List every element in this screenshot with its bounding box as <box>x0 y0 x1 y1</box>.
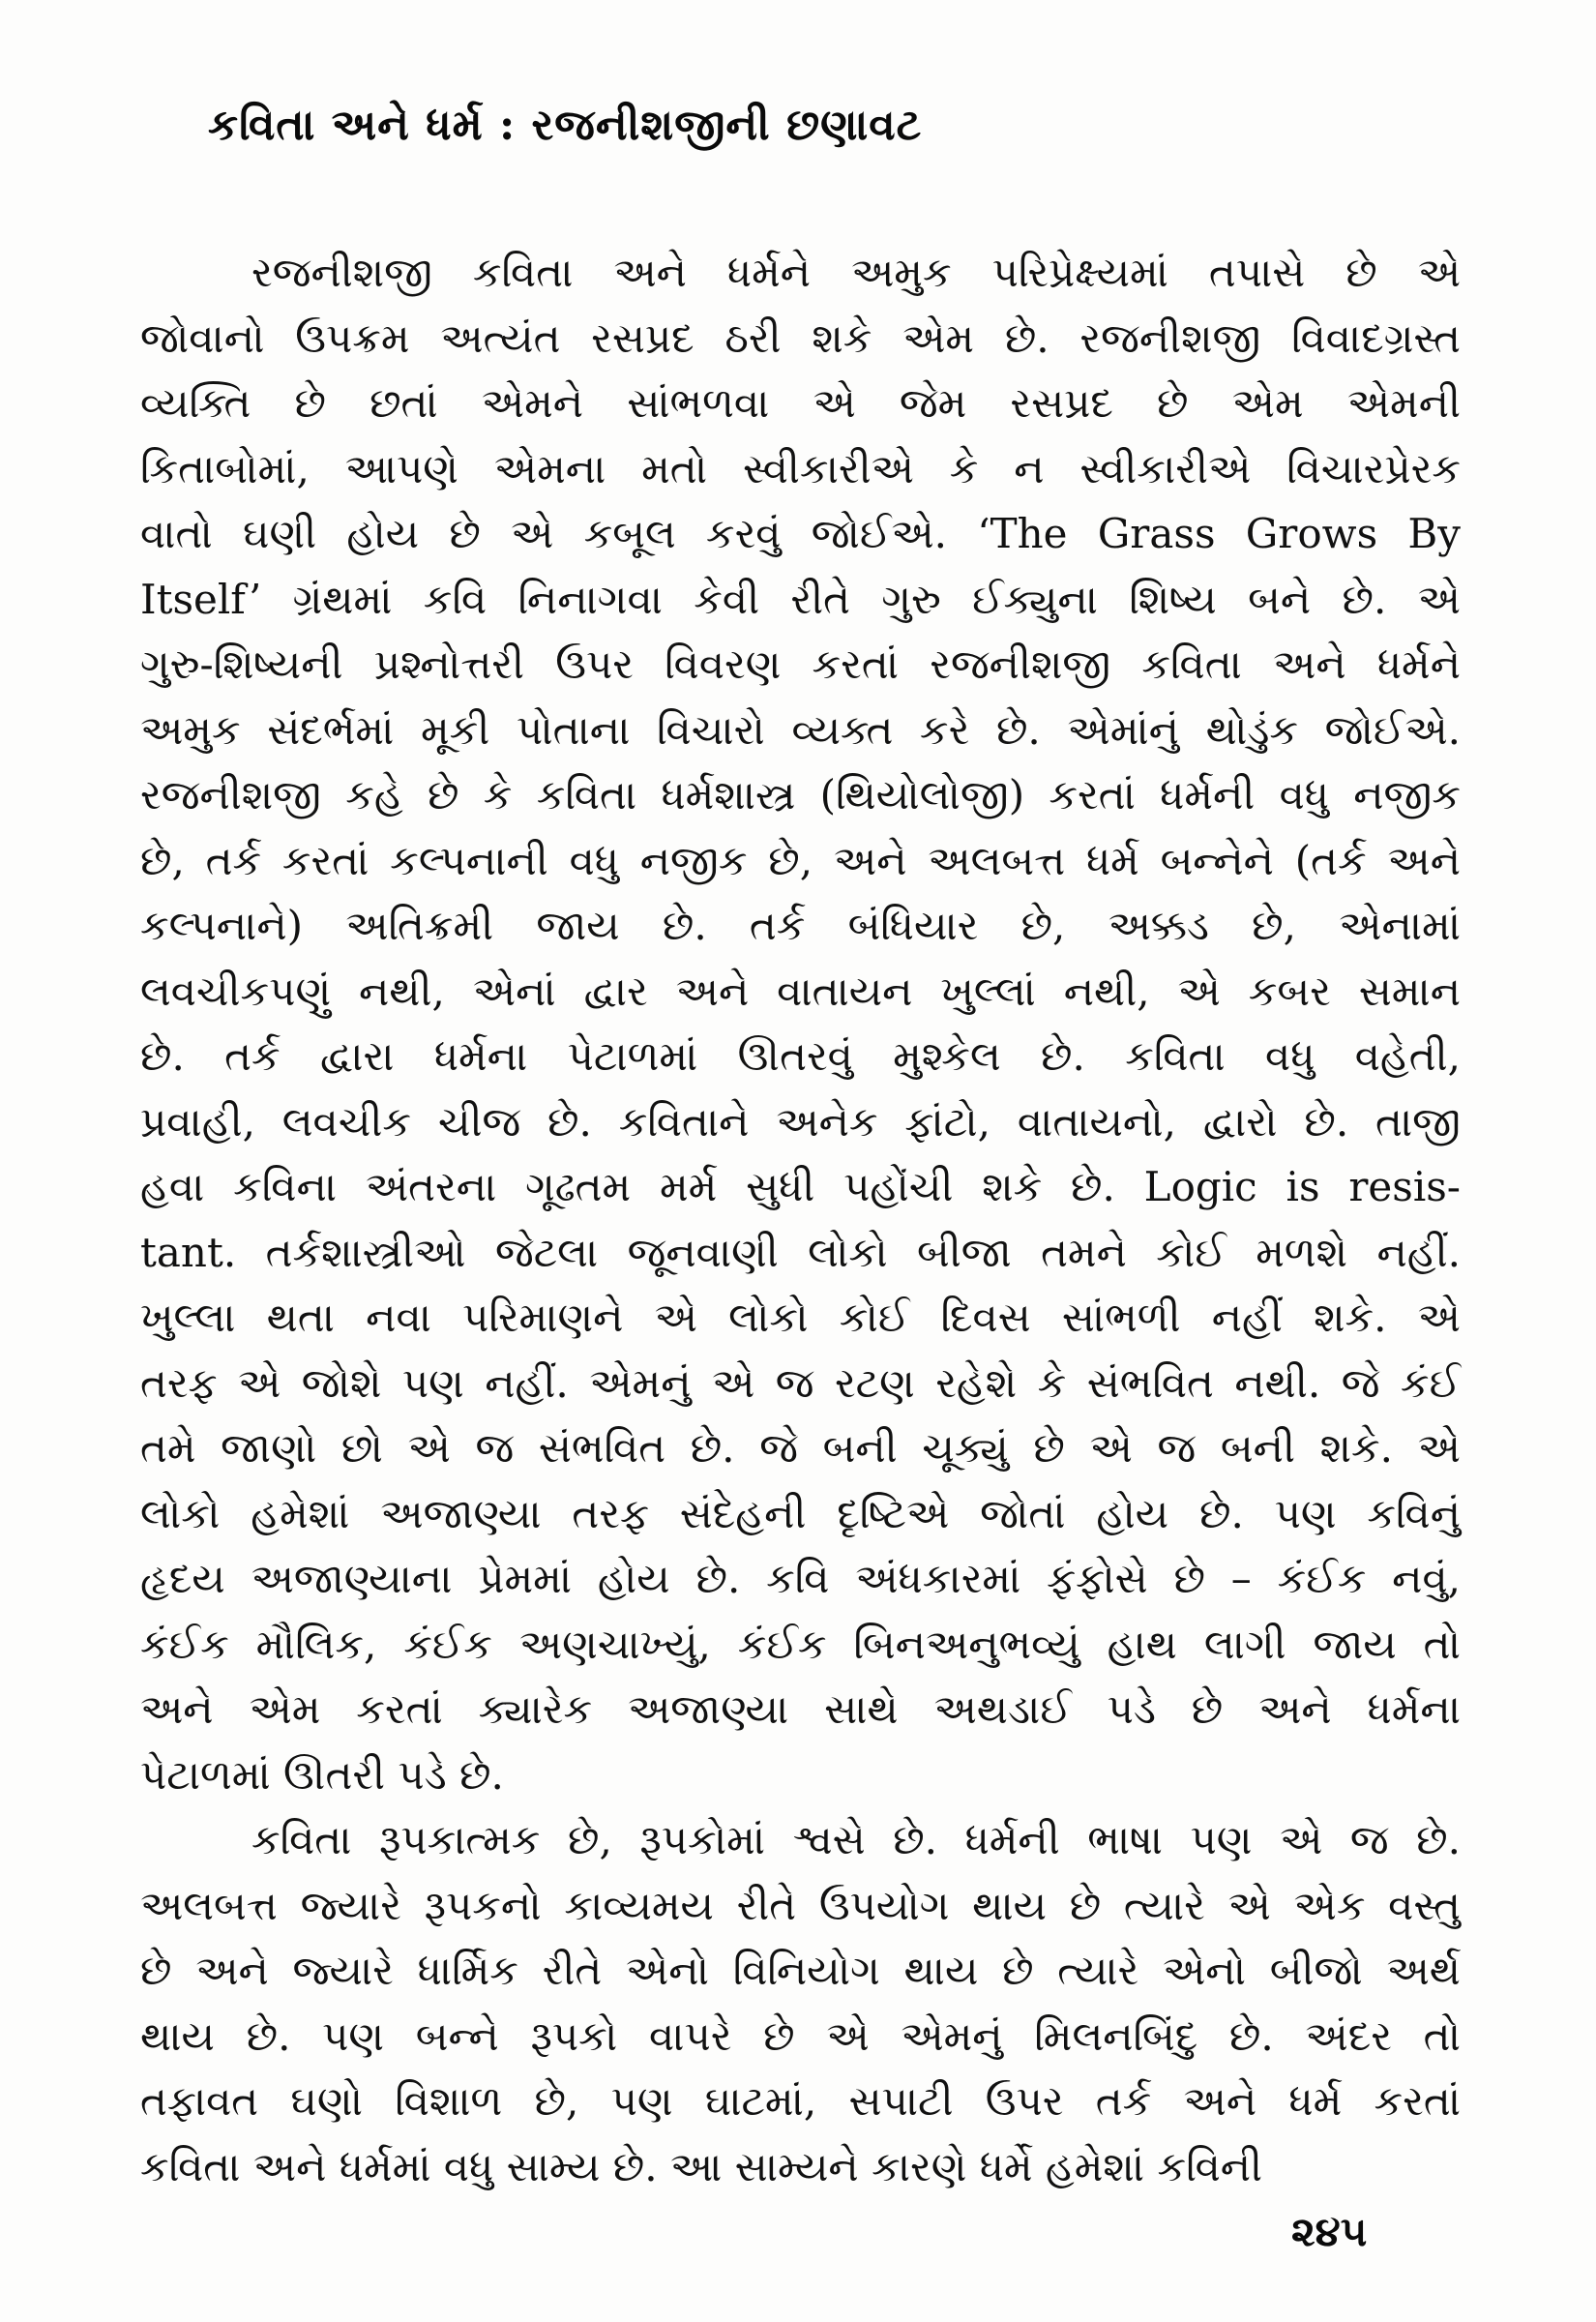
text-line: રજનીશજી કવિતા અને ધર્મને અમુક પરિપ્રેક્ષ્યમાં તપાસે છે એ <box>251 249 1461 296</box>
page-body <box>140 240 1461 2199</box>
text-line: કવિતા અને ધર્મમાં વધુ સામ્ય છે. આ સામ્યને કારણે ધર્મે હમેશાં કવિની <box>140 2142 1263 2190</box>
text-line: લોકો હમેશાં અજાણ્યા તરફ સંદેહની દૃષ્ટિએ જોતાં હોય છે. પણ કવિનું <box>140 1489 1461 1537</box>
paragraph-2 <box>140 1807 1461 2199</box>
text-line: અને એમ કરતાં ક્યારેક અજાણ્યા સાથે અથડાઈ પડે છે અને ધર્મના <box>140 1685 1461 1733</box>
text-line: જોવાનો ઉપક્રમ અત્યંત રસપ્રદ ઠરી શકે એમ છે. રજનીશજી વિવાદગ્રસ્ત <box>140 313 1461 362</box>
text-line: તફાવત ઘણો વિશાળ છે, પણ ઘાટમાં, સપાટી ઉપર તર્ક અને ધર્મ કરતાં <box>140 2077 1461 2125</box>
text-line: વાતો ઘણી હોય છે એ કબૂલ કરવું જોઈએ. ‘The Grass Grows By <box>140 510 1461 557</box>
text-line: છે, તર્ક કરતાં કલ્પનાની વધુ નજીક છે, અને અલબત્ત ધર્મ બન્નેને (તર્ક અને <box>140 836 1461 884</box>
text-line: પ્રવાહી, લવચીક ચીજ છે. કવિતાને અનેક ફાંટો, વાતાયનો, દ્વારો છે. તાજી <box>140 1097 1461 1146</box>
page-title: કવિતા અને ધર્મ : રજનીશજીની છણાવટ <box>208 101 923 150</box>
text-line: છે. તર્ક દ્વારા ધર્મના પેટાળમાં ઊતરવું મુશ્કેલ છે. કવિતા વધુ વહેતી, <box>140 1032 1461 1080</box>
text-line: કંઈક મૌલિક, કંઈક અણચાખ્યું, કંઈક બિનઅનુભવ્યું હાથ લાગી જાય તો <box>140 1620 1461 1668</box>
text-line: ખુલ્લા થતા નવા પરિમાણને એ લોકો કોઈ દિવસ સાંભળી નહીં શકે. એ <box>140 1294 1461 1341</box>
text-line: થાય છે. પણ બન્ને રૂપકો વાપરે છે એ એમનું મિલનબિંદુ છે. અંદર તો <box>140 2011 1461 2060</box>
text-line: પેટાળમાં ઊતરી પડે છે. <box>140 1750 504 1799</box>
text-line: લવચીકપણું નથી, એનાં દ્વાર અને વાતાયન ખુલ્લાં નથી, એ કબર સમાન <box>140 967 1461 1015</box>
text-line: કિતાબોમાં, આપણે એમના મતો સ્વીકારીએ કે ન સ્વીકારીએ વિચારપ્રેરક <box>140 444 1461 492</box>
text-line: તરફ એ જોશે પણ નહીં. એમનું એ જ રટણ રહેશે કે સંભવિત નથી. જે કંઈ <box>140 1358 1461 1407</box>
text-line: ગુરુ-શિષ્યની પ્રશ્નોત્તરી ઉપર વિવરણ કરતાં રજનીશજી કવિતા અને ધર્મને <box>140 640 1461 688</box>
text-line: તમે જાણો છો એ જ સંભવિત છે. જે બની ચૂક્યું છે એ જ બની શકે. એ <box>140 1424 1461 1472</box>
text-line: હવા કવિના અંતરના ગૂઢતમ મર્મ સુધી પહોંચી શકે છે. Logic is resis- <box>140 1163 1461 1210</box>
text-line: કવિતા રૂપકાત્મક છે, રૂપકોમાં શ્વસે છે. ધર્મની ભાષા પણ એ જ છે. <box>251 1816 1461 1863</box>
text-line: છે અને જ્યારે ધાર્મિક રીતે એનો વિનિયોગ થાય છે ત્યારે એનો બીજો અર્થ <box>140 1947 1461 1994</box>
text-line: tant. તર્કશાસ્ત્રીઓ જેટલા જૂનવાણી લોકો બીજા તમને કોઈ મળશે નહીં. <box>140 1228 1461 1276</box>
text-line: Itself’ ગ્રંથમાં કવિ નિનાગવા કેવી રીતે ગુરુ ઈક્યુના શિષ્ય બને છે. એ <box>140 575 1461 623</box>
text-line: કલ્પનાને) અતિક્રમી જાય છે. તર્ક બંધિયાર છે, અક્કડ છે, એનામાં <box>140 902 1461 949</box>
paragraph-1 <box>140 240 1461 1807</box>
text-line: અલબત્ત જ્યારે રૂપકનો કાવ્યમય રીતે ઉપયોગ થાય છે ત્યારે એ એક વસ્તુ <box>140 1881 1461 1929</box>
text-line: વ્યક્તિ છે છતાં એમને સાંભળવા એ જેમ રસપ્રદ છે એમ એમની <box>140 379 1461 427</box>
text-line: અમુક સંદર્ભમાં મૂકી પોતાના વિચારો વ્યક્ત કરે છે. એમાંનું થોડુંક જોઈએ. <box>140 705 1461 754</box>
page-number: ૨૪૫ <box>1291 2208 1368 2255</box>
text-line: હૃદય અજાણ્યાના પ્રેમમાં હોય છે. કવિ અંધકારમાં ફંફોસે છે – કંઈક નવું, <box>140 1555 1461 1602</box>
text-line: રજનીશજી કહે છે કે કવિતા ધર્મશાસ્ત્ર (થિયોલોજી) કરતાં ધર્મની વધુ નજીક <box>140 771 1461 819</box>
